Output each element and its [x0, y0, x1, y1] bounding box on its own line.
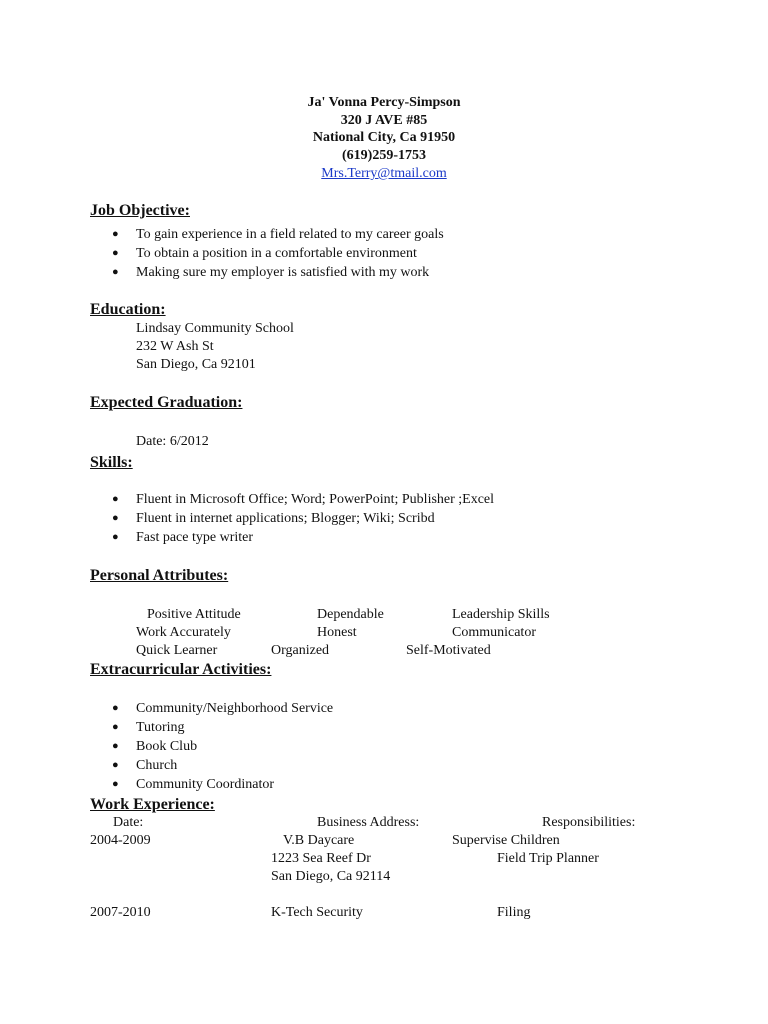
bullet-icon: ● [112, 512, 119, 524]
job-business-street: 1223 Sea Reef Dr [271, 851, 371, 866]
attribute-item: Leadership Skills [452, 607, 550, 622]
attribute-item: Honest [317, 625, 357, 640]
objective-item: ● Making sure my employer is satisfied with my work [112, 265, 430, 280]
work-column-date: Date: [113, 815, 144, 830]
job-responsibility: Filing [497, 905, 531, 920]
job-responsibility: Field Trip Planner [497, 851, 599, 866]
section-heading-attributes: Personal Attributes: [90, 567, 229, 584]
activity-item: ● Book Club [112, 739, 198, 754]
attribute-item: Quick Learner [136, 643, 218, 658]
job-date: 2007-2010 [90, 905, 151, 920]
work-column-responsibilities: Responsibilities: [542, 815, 636, 830]
bullet-icon: ● [112, 721, 119, 733]
school-city: San Diego, Ca 92101 [136, 357, 256, 372]
school-name: Lindsay Community School [136, 321, 294, 336]
bullet-icon: ● [112, 759, 119, 771]
attribute-item: Positive Attitude [147, 607, 241, 622]
attribute-item: Work Accurately [136, 625, 231, 640]
skill-item: ● Fluent in internet applications; Blogger; Wiki; Scribd [112, 511, 435, 526]
section-heading-activities: Extracurricular Activities: [90, 661, 272, 678]
attribute-item: Self-Motivated [406, 643, 491, 658]
bullet-icon: ● [112, 247, 119, 259]
graduation-date: Date: 6/2012 [136, 434, 209, 449]
job-business-name: K-Tech Security [271, 905, 363, 920]
section-heading-graduation: Expected Graduation: [90, 394, 243, 411]
job-responsibility: Supervise Children [452, 833, 560, 848]
school-street: 232 W Ash St [136, 339, 214, 354]
activity-item: ● Tutoring [112, 720, 185, 735]
bullet-icon: ● [112, 493, 119, 505]
attribute-item: Communicator [452, 625, 536, 640]
section-heading-objective: Job Objective: [90, 202, 190, 219]
objective-item: ● To obtain a position in a comfortable environment [112, 246, 417, 261]
job-business-city: San Diego, Ca 92114 [271, 869, 391, 884]
address-line-1: 320 J AVE #85 [340, 113, 428, 128]
activity-item: ● Community Coordinator [112, 777, 275, 792]
phone-number: (619)259-1753 [342, 148, 426, 163]
bullet-icon: ● [112, 266, 119, 278]
job-business-name: V.B Daycare [283, 833, 355, 848]
skill-item: ● Fluent in Microsoft Office; Word; PowerPoint; Publisher ;Excel [112, 492, 495, 507]
email-container [0, 165, 768, 183]
activity-item: ● Church [112, 758, 178, 773]
section-heading-education: Education: [90, 301, 166, 318]
activity-item: ● Community/Neighborhood Service [112, 701, 334, 716]
section-heading-work: Work Experience: [90, 796, 215, 813]
address-line-2: National City, Ca 91950 [312, 130, 456, 145]
bullet-icon: ● [112, 778, 119, 790]
section-heading-skills: Skills: [90, 454, 133, 471]
job-date: 2004-2009 [90, 833, 151, 848]
skill-item: ● Fast pace type writer [112, 530, 254, 545]
attribute-item: Organized [271, 643, 330, 658]
bullet-icon: ● [112, 531, 119, 543]
bullet-icon: ● [112, 702, 119, 714]
applicant-name: Ja' Vonna Percy-Simpson [307, 95, 461, 110]
bullet-icon: ● [112, 228, 119, 240]
work-column-address: Business Address: [317, 815, 420, 830]
bullet-icon: ● [112, 740, 119, 752]
email-link[interactable]: Mrs.Terry@tmail.com [321, 166, 447, 181]
attribute-item: Dependable [317, 607, 384, 622]
objective-item: ● To gain experience in a field related to my career goals [112, 227, 444, 242]
